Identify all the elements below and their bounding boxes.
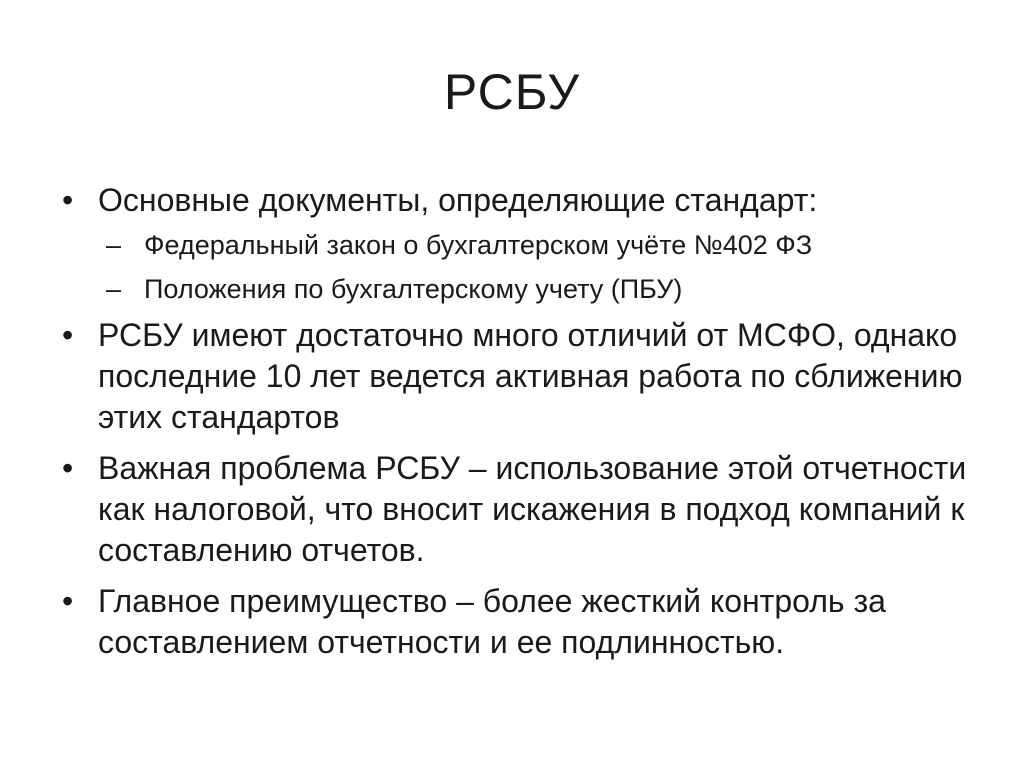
bullet-marker: • — [62, 450, 74, 486]
sub-bullet-marker: – — [106, 274, 122, 304]
slide-content — [56, 180, 976, 671]
sub-bullet-item — [56, 227, 976, 263]
bullet-marker: • — [62, 317, 74, 353]
bullet-text: РСБУ имеют достаточно много отличий от МСФО, однако последние 10 лет ведется активная работа по сближению этих стандартов — [98, 317, 963, 435]
bullet-marker: • — [62, 182, 74, 218]
sub-bullet-item — [56, 271, 976, 307]
bullet-item — [56, 180, 976, 221]
bullet-item — [56, 448, 976, 571]
sub-bullet-text: Положения по бухгалтерскому учету (ПБУ) — [144, 274, 683, 304]
bullet-item — [56, 315, 976, 438]
bullet-text: Основные документы, определяющие стандарт: — [98, 182, 818, 218]
bullet-marker: • — [62, 583, 74, 619]
sub-bullet-marker: – — [106, 230, 122, 260]
bullet-text: Главное преимущество – более жесткий контроль за составлением отчетности и ее подлинностью. — [98, 583, 886, 660]
sub-bullet-text: Федеральный закон о бухгалтерском учёте №402 ФЗ — [144, 230, 813, 260]
slide-title: РСБУ — [443, 64, 581, 120]
bullet-item — [56, 581, 976, 663]
bullet-text: Важная проблема РСБУ – использование этой отчетности как налоговой, что вносит искажения в подход компаний к составлению отчетов. — [98, 450, 967, 568]
